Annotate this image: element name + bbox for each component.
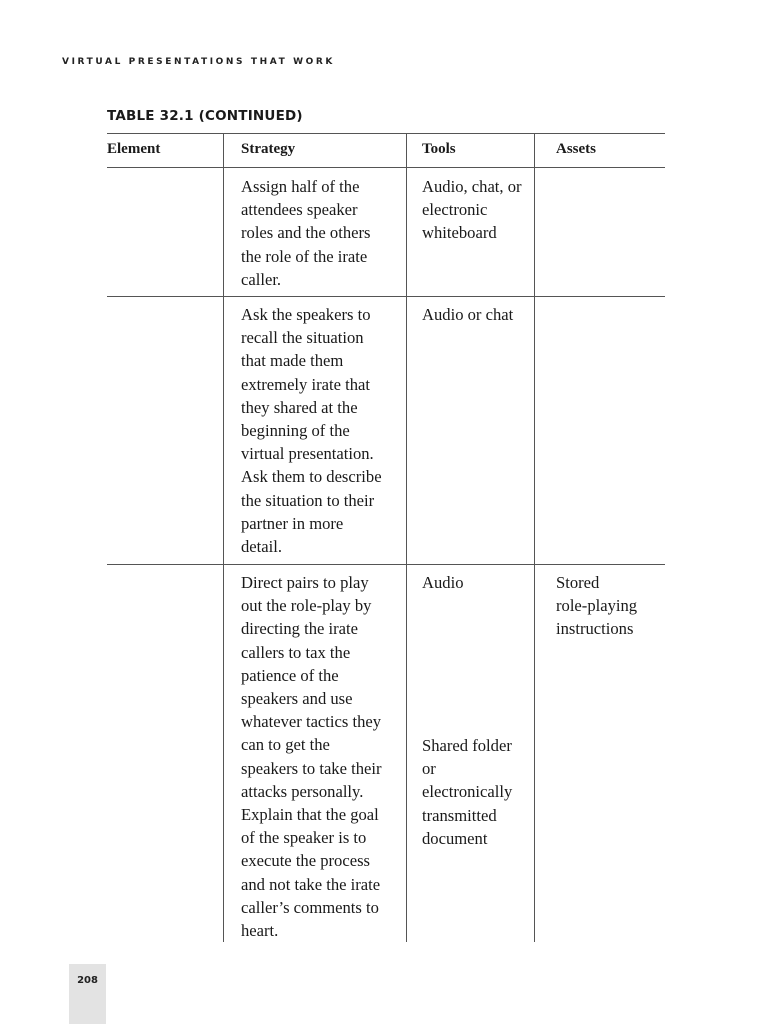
text-line: electronic — [422, 200, 488, 220]
text-line: Direct pairs to play — [241, 573, 369, 592]
text-line: Audio or chat — [422, 305, 514, 324]
row-2-tools — [422, 303, 513, 326]
text-line: heart. — [241, 921, 279, 941]
text-line: beginning of the — [241, 421, 350, 441]
row-1-tools — [422, 175, 522, 245]
text-line: roles and the others — [241, 223, 371, 243]
header-tools: Tools — [422, 141, 456, 157]
page-number: 208 — [77, 975, 98, 986]
text-line: directing the irate — [241, 619, 359, 639]
text-line: Assign half of the — [241, 177, 360, 196]
row-rule-2 — [107, 564, 665, 565]
strategy-table — [107, 133, 665, 942]
text-line: electronically — [422, 782, 513, 802]
text-line: or — [422, 759, 436, 779]
text-line: can to get the — [241, 735, 330, 755]
text-line: transmitted — [422, 805, 497, 825]
text-line: Stored — [556, 573, 600, 592]
row-3-tools-shared — [422, 734, 512, 850]
text-line: caller’s comments to — [241, 897, 379, 917]
header-assets: Assets — [556, 141, 596, 157]
text-line: patience of the — [241, 665, 339, 685]
text-line: role-playing — [556, 596, 638, 616]
header-rule — [107, 167, 665, 168]
text-line: extremely irate that — [241, 374, 370, 394]
text-line: they shared at the — [241, 397, 358, 417]
text-line: the role of the irate — [241, 246, 368, 266]
text-line: Ask them to describe — [241, 467, 382, 487]
text-line: attendees speaker — [241, 200, 358, 220]
running-head: VIRTUAL PRESENTATIONS THAT WORK — [62, 57, 335, 67]
table-title: TABLE 32.1 (CONTINUED) — [107, 108, 303, 124]
text-line: Ask the speakers to — [241, 305, 371, 324]
text-line: whiteboard — [422, 223, 497, 243]
row-1-strategy — [241, 175, 371, 291]
text-line: Shared folder — [422, 736, 512, 755]
text-line: attacks personally. — [241, 781, 364, 801]
text-line: speakers and use — [241, 689, 353, 709]
column-rule-3 — [534, 133, 535, 942]
text-line: instructions — [556, 619, 634, 639]
column-rule-2 — [406, 133, 407, 942]
text-line: recall the situation — [241, 328, 364, 348]
text-line: Explain that the goal — [241, 805, 379, 825]
text-line: execute the process — [241, 851, 370, 871]
text-line: virtual presentation. — [241, 444, 374, 464]
text-line: and not take the irate — [241, 874, 381, 894]
text-line: whatever tactics they — [241, 712, 382, 732]
text-line: callers to tax the — [241, 642, 351, 662]
row-3-strategy — [241, 571, 382, 942]
table-top-rule — [107, 133, 665, 134]
text-line: detail. — [241, 537, 283, 557]
row-rule-1 — [107, 296, 665, 297]
text-line: out the role-play by — [241, 596, 372, 616]
header-strategy: Strategy — [241, 141, 296, 157]
header-element: Element — [107, 141, 161, 157]
text-line: partner in more — [241, 513, 344, 533]
text-line: the situation to their — [241, 490, 375, 510]
text-line: speakers to take their — [241, 758, 382, 778]
text-line: document — [422, 828, 488, 848]
page-number-tab — [69, 964, 106, 1024]
row-3-assets — [556, 571, 637, 641]
row-2-strategy — [241, 303, 382, 558]
text-line: that made them — [241, 351, 344, 371]
column-rule-1 — [223, 133, 224, 942]
text-line: of the speaker is to — [241, 828, 367, 848]
text-line: Audio — [422, 573, 464, 592]
row-3-tools-audio — [422, 571, 463, 594]
text-line: Audio, chat, or — [422, 177, 522, 196]
text-line: caller. — [241, 269, 282, 289]
